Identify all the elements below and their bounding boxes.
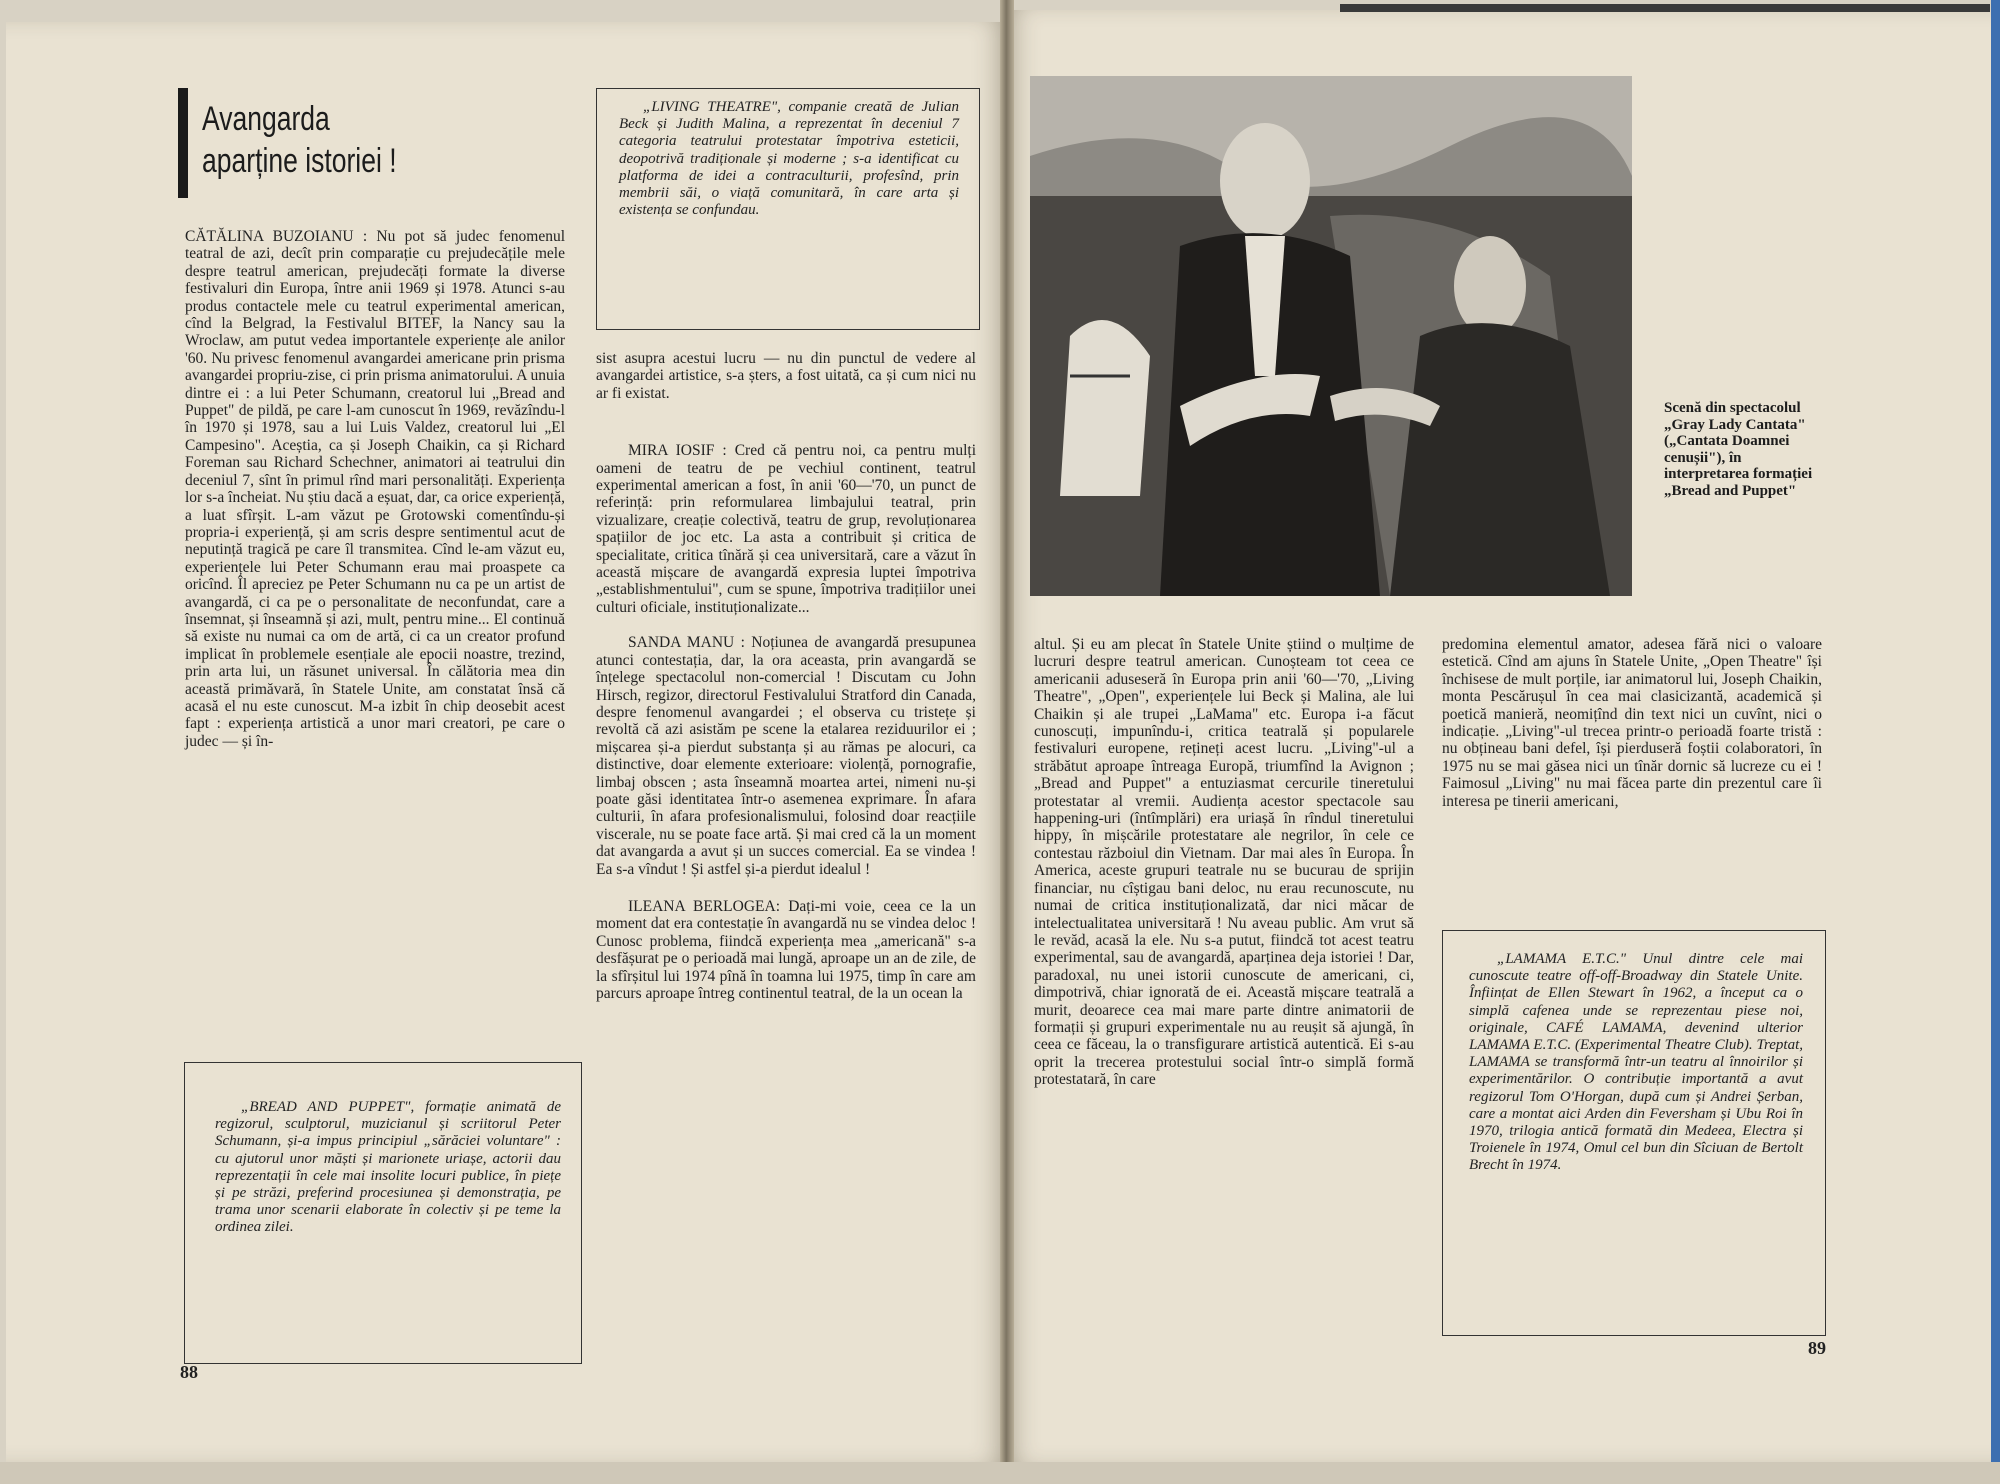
left-page [6, 22, 1006, 1462]
paragraph-berlogea-continued: altul. Și eu am plecat în Statele Unite știind o mulțime de lucruri despre teatrul american. Cunoșteam tot ceea ce americanii aduseseră în Europa prin anii '60—'70, „Living Theatre", „Open", experiențele lui Beck și Malina, ale lui Chaikin și ale trupei „LaMama" etc. Europa i-a făcut cunoscuți, impunîndu-i, critica teatrală și popularele festivaluri europene, rețineți acest lucru. „Living"-ul a străbătut aproape întreaga Europă, triumfînd la Avignon ; „Bread and Puppet" a entuziasmat cercurile tineretului protestatar al vremii. Audiența acestor spectacole sau happening-uri (întîmplări) era uriașă în rîndul tineretului hippy, în mișcările protestatare ale negrilor, în cele ce contestau războiul din Vietnam. Dar mai ales în Europa. În America, aceste grupuri teatrale nu se bucurau de sprijin financiar, nu cîștigau bani deloc, nu erau recunoscute, nu numai de critica instituționalizată, dar nici măcar de intelectualitatea universitară ! Nu aveau public. Am vrut să le revăd, acasă la ele. Nu s-a putut, fiindcă tot acest teatru experimental, sau de avangardă, aparținea deja istoriei ! Dar, paradoxal, nu unei istorii cunoscute de americani, ci, dimpotrivă, chiar ignorată de ei. Această mișcare teatrală a murit, deoarece cea mai mare parte dintre animatorii de formații și grupuri experimentale nu au reușit să ajungă, în ceea ce făceau, la o transfigurare artistică autentică. Ei s-au oprit la trecerea protestului social într-o simplă formă protestatară, în care [1034, 636, 1414, 1089]
left-column-1 [185, 228, 565, 750]
paragraph-iosif: MIRA IOSIF : Cred că pentru noi, ca pentru mulți oameni de teatru de pe vechiul continent, teatrul experimental american a fost, în anii '60—'70, un punct de referință: prin reformularea limbajului teatral, prin vizualizare, creație colectivă, teatru de grup, revoluționarea spațiilor de joc etc. La asta a contribuit și critica de specialitate, critica tînără și cea universitară, care a văzut în această mișcare de avangardă expresia luptei împotriva „establishmentului", cum se spune, împotriva tradițiilor unei culturi oficiale, instituționalizate... [596, 442, 976, 616]
paragraph-manu: SANDA MANU : Noțiunea de avangardă presupunea atunci contestația, dar, la ora aceasta, prin avangardă se înțelege spectacolul non-comercial ! Discutam cu John Hirsch, regizor, directorul Festivalului Stratford din Canada, despre fenomenul avangardei ; el observa cu tristețe și revoltă că azi asistăm pe scene la etalarea reziduurilor ei ; mișcarea și-a pierdut substanța și au rămas pe alocuri, ca distinctive, doar elemente exterioare: violență, pornografie, limbaj obscen ; asta înseamnă moartea artei, nimeni nu-și poate găsi identitatea într-o asemenea exprimare. În afara culturii, în afara profesionalismului, folosind doar reacțiile viscerale, nu se poate face artă. Și mai cred că la un moment dat avangarda a avut și un succes comercial. Ea se vindea ! Ea s-a vîndut ! Și astfel și-a pierdut idealul ! [596, 634, 976, 878]
page-edges-bottom [0, 1462, 2000, 1484]
left-column-2 [596, 350, 976, 1002]
box-bread-and-puppet [184, 1062, 582, 1364]
box-living-theatre [596, 88, 980, 330]
right-column-1 [1034, 636, 1414, 1089]
right-column-2 [1442, 636, 1822, 810]
cover-edge-top [1340, 4, 1990, 12]
paragraph-continuation: sist asupra acestui lucru — nu din punctul de vedere al avangardei artistice, s-a șters, a fost uitată, ca și cum nici nu ar fi existat. [596, 350, 976, 402]
puppet-head-right [1454, 236, 1526, 336]
title-line-2: aparține istoriei ! [202, 142, 397, 180]
title-rule [178, 88, 188, 198]
puppet-head-left [1220, 123, 1310, 239]
title-line-1: Avangarda [202, 100, 330, 138]
paragraph-predomina: predomina elementul amator, adesea fără nici o valoare estetică. Cînd am ajuns în Statele Unite, „Open Theatre" își închisese de mult porțile, iar animatorul lui, Joseph Chaikin, monta Pescărușul în cea mai clasicizantă, academică și poetică manieră, neomițînd din text nici un cuvînt, nici o indicație. „Living"-ul trecea printr-o perioadă foarte tristă : nu obțineau bani defel, își pierduseră foștii colaboratori, în 1975 nu se mai găsea nici un tînăr dornic să lucreze cu ei ! Faimosul „Living" nu mai făcea parte din prezentul care îi interesa pe tinerii americani, [1442, 636, 1822, 810]
paragraph-berlogea: ILEANA BERLOGEA: Dați-mi voie, ceea ce la un moment dat era contestație în avangardă nu se vindea deloc ! Cunosc problema, fiindcă experiența mea „americană" s-a desfășurat pe o perioadă mai lungă, aproape un an de zile, de la sfîrșitul lui 1974 pînă în toamna lui 1975, timp în care am parcurs aproape întreg continentul teatral, de la un ocean la [596, 897, 976, 1002]
photo-caption: Scenă din spectacolul „Gray Lady Cantata" („Cantata Doamnei cenușii"), în interpretarea formației „Bread and Puppet" [1664, 400, 1813, 499]
box-living-text: „LIVING THEATRE", companie creată de Julian Beck și Judith Malina, a reprezentat în deceniul 7 categoria teatrului protestatar împotriva esteticii, deopotrivă tradiționale și moderne ; s-a identificat cu platforma de idei a contraculturii, profesînd, prin membrii săi, o viață comunitară, în care arta și existența se confundau. [619, 99, 959, 219]
performance-photo [1030, 76, 1632, 596]
right-page [1006, 10, 1991, 1462]
box-lamama [1442, 930, 1826, 1336]
box-bread-text: „BREAD AND PUPPET", formație animată de regizorul, sculptorul, muzicianul și scriitorul Peter Schumann, și-a impus principiul „sărăciei voluntare" : cu ajutorul unor măști și marionete uriașe, actorii dau reprezentații în cele mai insolite locuri publice, în piețe și pe străzi, preferind procesiunea și demonstrația, pe trama unor scenarii elaborate în colectiv și pe teme la ordinea zilei. [215, 1099, 561, 1236]
box-lamama-text: „LAMAMA E.T.C." Unul dintre cele mai cunoscute teatre off-off-Broadway din Statele Unite. Înființat de Ellen Stewart în 1962, a început ca o simplă cafenea unde se reprezentau piese noi, originale, CAFÉ LAMAMA, devenind ulterior LAMAMA E.T.C. (Experimental Theatre Club). Treptat, LAMAMA se transformă într-un teatru al înnoirilor și experimentărilor. O contribuție importantă a avut regizorul Tom O'Horgan, după cum și Andrei Șerban, care a montat aici Arden din Feversham și Ubu Roi în 1970, trilogia antică formată din Medeea, Electra și Troienele în 1974, Omul cel bun din Sîciuan de Bertolt Brecht în 1974. [1469, 951, 1803, 1174]
page-number-left: 88 [180, 1362, 198, 1382]
page-number-right: 89 [1808, 1338, 1826, 1358]
paragraph-buzoianu: CĂTĂLINA BUZOIANU : Nu pot să judec fenomenul teatral de azi, decît prin comparație cu prejudecățile mele despre teatrul american, prejudecăți formate la diverse festivaluri din Europa, între anii 1969 și 1978. Atunci s-au produs contactele mele cu teatrul experimental american, cînd la Belgrad, la Festivalul BITEF, la Nancy sau la Wroclaw, am putut vedea importantele experiențe ale anilor '60. Nu privesc fenomenul avangardei americane prin prisma avangardei propriu-zise, ci prin prisma animatorului. A unuia dintre ei : a lui Peter Schumann, creatorul lui „Bread and Puppet" de pildă, pe care l-am cunoscut în 1969, revăzîndu-l în 1970 și 1978, sau a lui Luis Valdez, creatorul lui „El Campesino". Aceștia, ca și Joseph Chaikin, ca și Richard Foreman sau Richard Schechner, animatori ai teatrului din deceniul 7, sînt în primul rînd mari personalități. Experiența lor s-a încheiat. Nu știu dacă a eșuat, dar, ca orice experiență, a luat sfîrșit. L-am văzut pe Grotowski comentîndu-și propria-i experiență, și am scris despre sentimentul acut de neputință tragică pe care îl transmitea. Cînd le-am văzut eu, experiențele lui Peter Schumann erau mai proaspete ca oricînd. Îl apreciez pe Peter Schumann nu ca pe un artist de avangardă, ci ca pe o personalitate de neconfundat, care a însemnat, și înseamnă și azi, mult, pentru mine... El continuă să existe nu numai ca om de artă, ci ca un creator profund implicat în problemele esențiale ale epocii noastre, trezind, prin arta lui, un răsunet universal. În călătoria mea din această primăvară, în Statele Unite, am constatat însă că acasă el nu este cunoscut. M-a izbit în chip deosebit acest fapt : experiența artistică a unor mari creatori, pe care o judec — și în- [185, 228, 565, 750]
spine-gutter [1000, 0, 1014, 1484]
article-title [202, 98, 397, 182]
cover-edge-right [1991, 0, 2000, 1484]
